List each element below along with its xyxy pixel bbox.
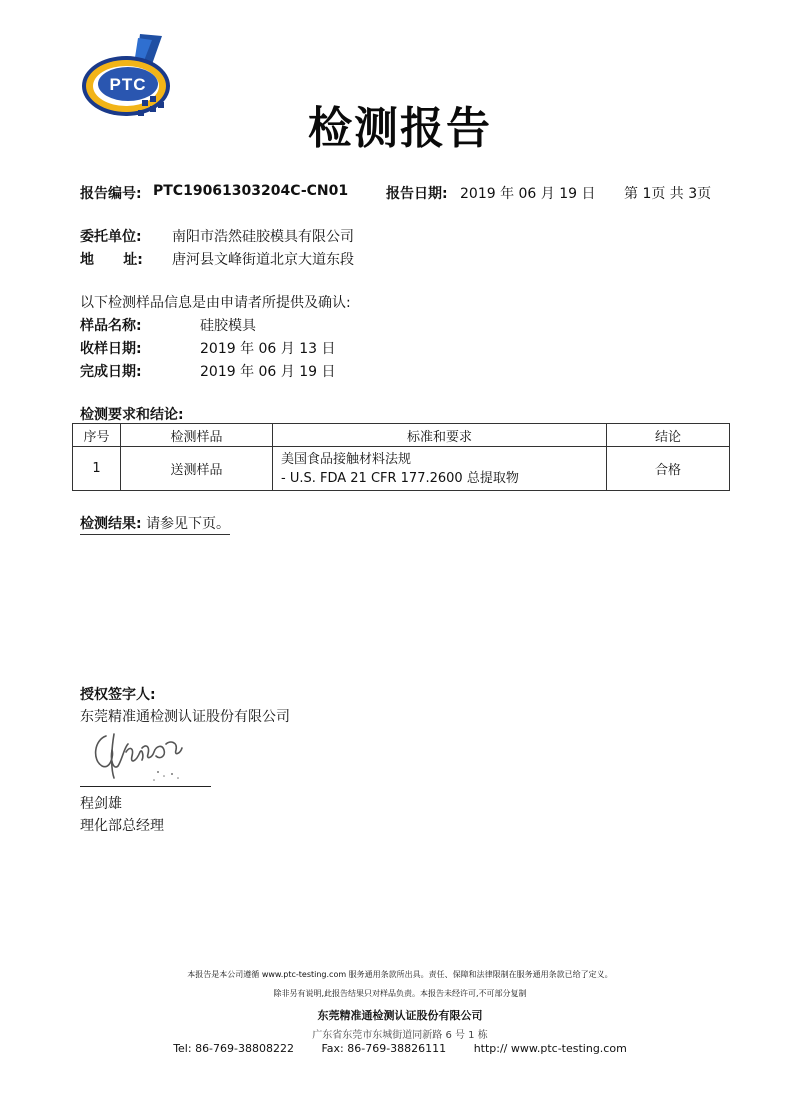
report-date-label: 报告日期: [386, 186, 448, 202]
test-result-value: 请参见下页。 [146, 516, 231, 532]
signatory-company: 东莞精准通检测认证股份有限公司 [80, 709, 290, 725]
report-date: 2019 年 06 月 19 日 [460, 186, 596, 202]
received-date: 2019 年 06 月 13 日 [200, 341, 336, 357]
footer-fax: Fax: 86-769-38826111 [321, 1042, 447, 1055]
address-label: 地 址: [80, 252, 143, 268]
test-result-label: 检测结果: [80, 516, 142, 532]
footer-disclaimer: 本报告是本公司遵循 www.ptc-testing.com 服务通用条款所出具。责任、保障和法律限制在服务通用条款已给了定义。 [187, 970, 613, 979]
results-table [72, 423, 730, 491]
report-number-label: 报告编号: [80, 186, 142, 202]
standard-line: 美国食品接触材料法规 [281, 451, 412, 467]
signatory-label: 授权签字人: [80, 687, 156, 703]
row-conclusion: 合格 [607, 447, 730, 491]
sample-intro: 以下检测样品信息是由申请者所提供及确认: [80, 295, 351, 311]
report-number: PTC19061303204C-CN01 [153, 183, 349, 199]
footer-address: 广东省东莞市东城街道同新路 6 号 1 栋 [312, 1030, 488, 1041]
standard-line: - U.S. FDA 21 CFR 177.2600 总提取物 [281, 470, 519, 486]
completed-date: 2019 年 06 月 19 日 [200, 364, 336, 380]
completed-date-label: 完成日期: [80, 364, 142, 380]
received-date-label: 收样日期: [80, 341, 142, 357]
row-standard [273, 447, 607, 491]
client-address: 唐河县文峰街道北京大道东段 [172, 252, 354, 268]
column-header: 序号 [73, 424, 121, 447]
sample-name-label: 样品名称: [80, 318, 142, 334]
column-header: 标准和要求 [273, 424, 607, 447]
signer-title: 理化部总经理 [80, 818, 164, 834]
footer-contact [0, 1042, 800, 1055]
column-header: 结论 [607, 424, 730, 447]
signature-line [80, 786, 211, 787]
table-header-row [73, 424, 730, 447]
sample-name: 硅胶模具 [200, 318, 256, 334]
footer-note: 除非另有说明,此报告结果只对样品负责。本报告未经许可,不可部分复制 [273, 989, 527, 998]
row-sample: 送测样品 [121, 447, 273, 491]
footer-company: 东莞精准通检测认证股份有限公司 [317, 1009, 483, 1022]
footer-web: http:// www.ptc-testing.com [473, 1042, 627, 1055]
client-name: 南阳市浩然硅胶模具有限公司 [172, 229, 354, 245]
footer-tel: Tel: 86-769-38808222 [173, 1042, 294, 1055]
page-title: 检测报告 [308, 103, 492, 154]
row-number: 1 [73, 447, 121, 491]
test-result [80, 513, 230, 535]
logo-text: PTC [109, 75, 147, 94]
signature-image [84, 726, 200, 788]
requirements-title: 检测要求和结论: [80, 407, 184, 423]
page-info: 第 1页 共 3页 [624, 186, 712, 202]
table-row [73, 447, 730, 491]
signer-name: 程剑雄 [80, 796, 122, 812]
column-header: 检测样品 [121, 424, 273, 447]
client-label: 委托单位: [80, 229, 142, 245]
